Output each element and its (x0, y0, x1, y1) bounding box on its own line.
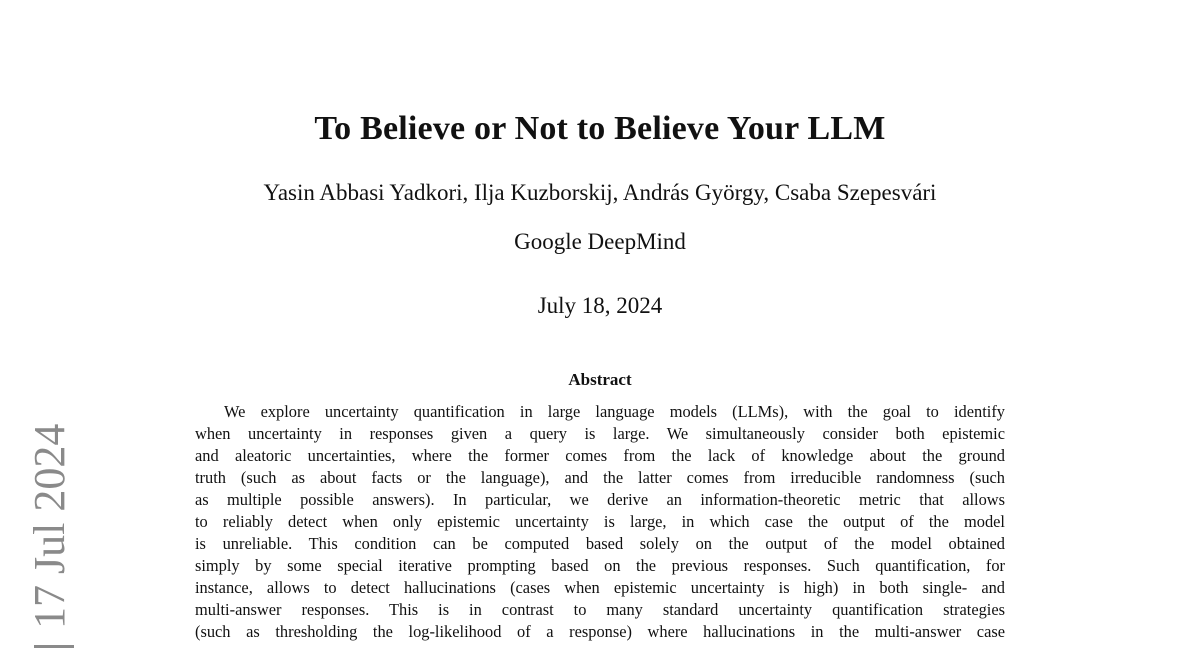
arxiv-stamp-date: 17 Jul 2024 (25, 423, 74, 629)
abstract-line: truth (such as about facts or the language), and the latter comes from irreducible randomness (such (195, 468, 1005, 487)
abstract-line: as multiple possible answers). In particular, we derive an information-theoretic metric that allows (195, 490, 1005, 509)
paper-title: To Believe or Not to Believe Your LLM (314, 110, 886, 147)
author-list: Yasin Abbasi Yadkori, Ilja Kuzborskij, András György, Csaba Szepesvári (263, 180, 937, 205)
abstract-line: and aleatoric uncertainties, where the former comes from the lack of knowledge about the ground (195, 446, 1005, 465)
abstract-line: multi-answer responses. This is in contrast to many standard uncertainty quantification strategies (195, 600, 1005, 619)
abstract-heading: Abstract (568, 370, 632, 389)
abstract-line: is unreliable. This condition can be computed based solely on the output of the model obtained (195, 534, 1005, 553)
abstract-line: (such as thresholding the log-likelihood of a response) where hallucinations in the multi-answer case (195, 622, 1005, 641)
publication-date: July 18, 2024 (537, 293, 663, 318)
abstract-line: to reliably detect when only epistemic uncertainty is large, in which case the output of the model (195, 512, 1005, 531)
abstract-line: simply by some special iterative prompting based on the previous responses. Such quantification, for (195, 556, 1005, 575)
abstract-line: We explore uncertainty quantification in large language models (LLMs), with the goal to identify (224, 402, 1005, 421)
abstract-text (195, 401, 1005, 643)
affiliation: Google DeepMind (514, 229, 686, 254)
abstract-line: when uncertainty in responses given a query is large. We simultaneously consider both epistemic (195, 424, 1005, 443)
arxiv-sidebar-stamp (25, 423, 74, 648)
abstract-line: instance, allows to detect hallucinations (cases when epistemic uncertainty is high) in both single- and (195, 578, 1005, 597)
